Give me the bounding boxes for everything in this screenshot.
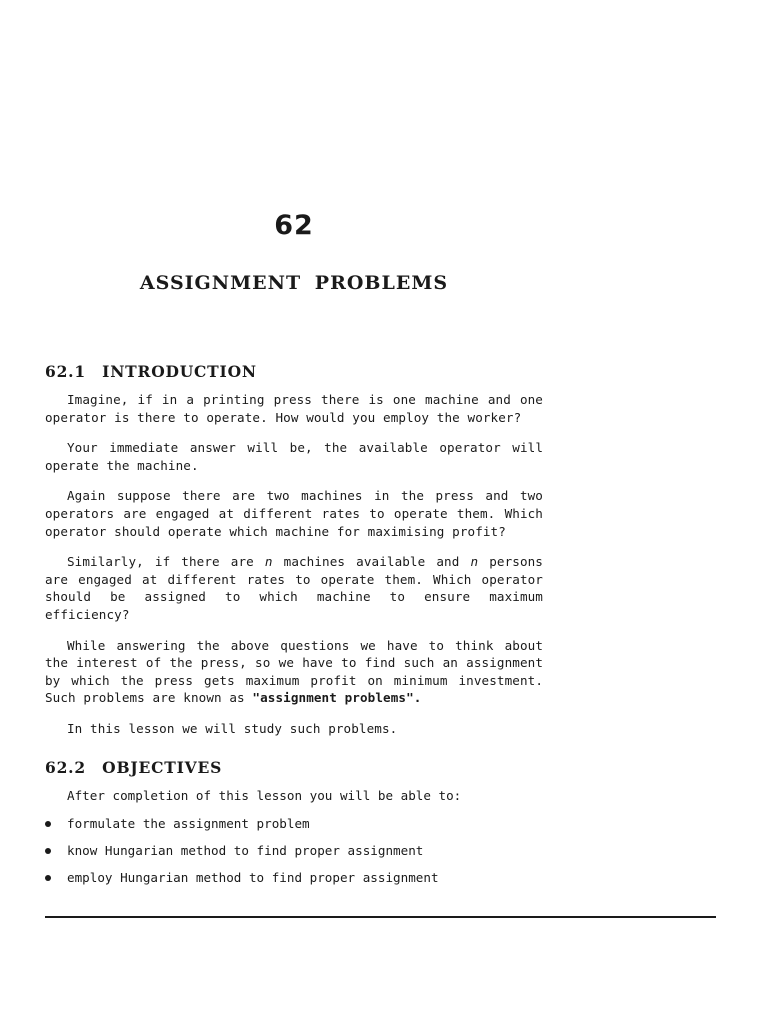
list-item-text: formulate the assignment problem xyxy=(67,816,310,832)
list-item xyxy=(45,842,543,860)
chapter-number: 62 xyxy=(274,210,314,241)
list-item xyxy=(45,869,543,887)
variable-n: n xyxy=(470,554,479,570)
section-number: 62.2 xyxy=(45,757,86,777)
text-run: Similarly, if there are xyxy=(67,554,265,570)
text-run: machines available and xyxy=(272,554,471,570)
intro-paragraph-4 xyxy=(45,553,543,623)
bullet-icon xyxy=(45,848,51,854)
intro-paragraph-5 xyxy=(45,637,543,707)
intro-paragraph-3: Again suppose there are two machines in the press and two operators are engaged at different rates to operate them. Which operator should operate which machine for maximising profit? xyxy=(45,488,543,539)
section-heading-introduction xyxy=(45,362,543,381)
variable-n: n xyxy=(264,554,273,570)
intro-paragraph-1: Imagine, if in a printing press there is one machine and one operator is there to operate. How would you employ the worker? xyxy=(45,392,543,425)
bullet-icon xyxy=(45,821,51,827)
section-title: INTRODUCTION xyxy=(102,362,257,381)
list-item xyxy=(45,815,543,833)
text-run: While answering the above questions we have to think about the interest of the press, so we have to find such an assignment by which the press gets maximum profit on minimum investment. Such problems are known as xyxy=(45,637,543,706)
bottom-rule xyxy=(45,916,716,918)
intro-paragraph-6: In this lesson we will study such problems. xyxy=(67,720,398,736)
bold-term: "assignment problems". xyxy=(252,690,422,706)
content-body xyxy=(45,362,543,897)
objectives-intro: After completion of this lesson you will be able to: xyxy=(67,787,462,803)
list-item-text: employ Hungarian method to find proper assignment xyxy=(67,870,439,886)
section-heading-objectives xyxy=(45,758,543,777)
section-number: 62.1 xyxy=(45,362,86,381)
list-item-text: know Hungarian method to find proper assignment xyxy=(67,843,424,859)
section-title: OBJECTIVES xyxy=(102,757,223,777)
chapter-title: ASSIGNMENT PROBLEMS xyxy=(139,272,449,294)
objectives-list xyxy=(45,815,543,887)
bullet-icon xyxy=(45,875,51,881)
intro-paragraph-2: Your immediate answer will be, the available operator will operate the machine. xyxy=(45,440,543,473)
text-run: persons are engaged at different rates to operate them. Which operator should be assigned to which machine to ensure maximum efficiency? xyxy=(45,554,543,622)
